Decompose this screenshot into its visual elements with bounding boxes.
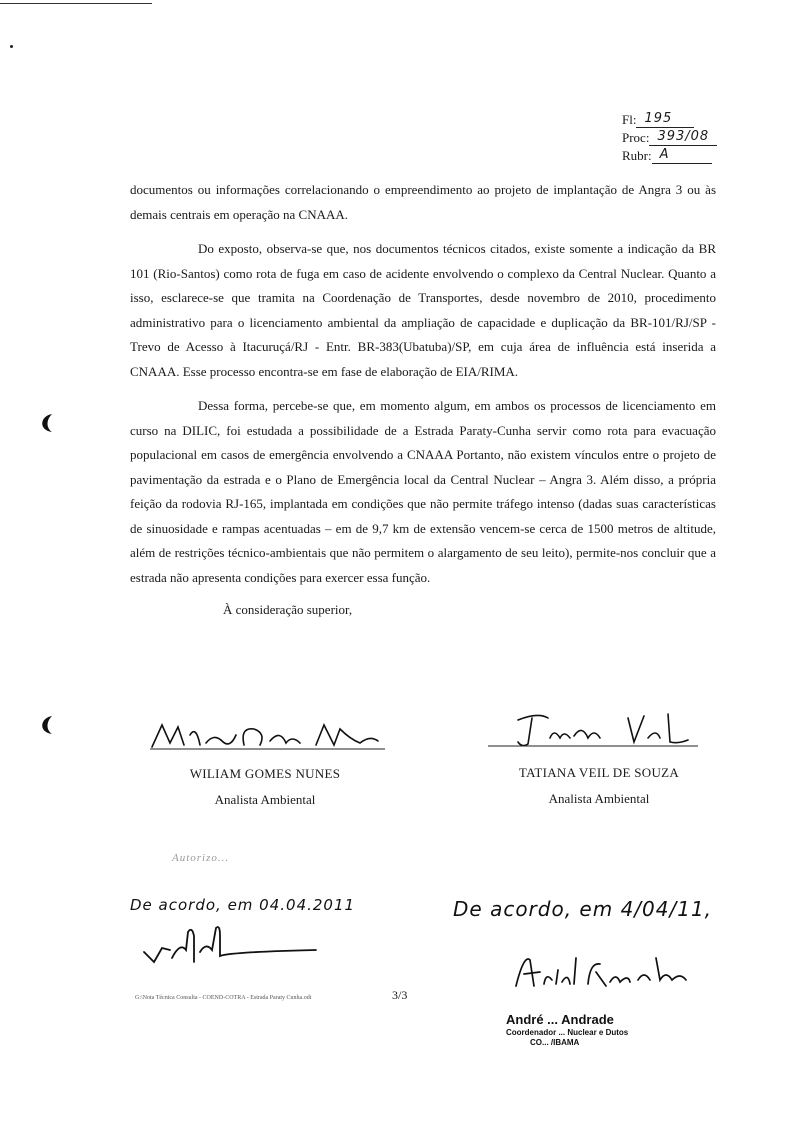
handwritten-approval-left: De acordo, em 04.04.2011 — [130, 896, 356, 914]
signature-andre — [510, 950, 700, 995]
handwritten-approval-right: De acordo, em 4/04/11, — [453, 897, 713, 921]
coordinator-stamp — [506, 1012, 628, 1047]
process-row — [622, 128, 717, 146]
coordinator-name: André ... Andrade — [506, 1012, 614, 1027]
document-body — [130, 178, 716, 623]
initials-signature-left — [140, 922, 320, 972]
process-label: Proc: — [622, 130, 650, 145]
scan-speck — [10, 45, 13, 48]
signature-block-left — [140, 715, 390, 808]
signer-name-left: WILIAM GOMES NUNES — [189, 766, 341, 781]
rubric-label: Rubr: — [622, 148, 652, 163]
folio-value: 195 — [636, 110, 694, 128]
rubric-row — [622, 146, 717, 164]
coordinator-unit: CO... /IBAMA — [530, 1038, 580, 1047]
folio-label: Fl: — [622, 112, 637, 127]
paragraph-exposure: Do exposto, observa-se que, nos documentos técnicos citados, existe somente a indicação da BR 101 (Rio-Santos) como rota de fuga em caso de acidente envolvendo o complexo da Central Nuclear. Quanto a isso, esclarece-se que tramita na Coordenação de Transportes, desde novembro de 2010, procedimento administrativo para o licenciamento ambiental da ampliação de capacidade e duplicação da BR-101/RJ/SP - Trevo de Acesso à Itacuruçá/RJ - Entr. BR-383(Ubatuba)/SP, em cuja área de influência está inserida a CNAAA. Esse processo encontra-se em fase de elaboração de EIA/RIMA. — [130, 241, 716, 379]
signature-block-right — [488, 708, 710, 807]
paragraph-continuation: documentos ou informações correlacionando o empreendimento ao projeto de implantação de Angra 3 ou às demais centrais em operação na CNAAA. — [130, 182, 716, 222]
signer-name-right: TATIANA VEIL DE SOUZA — [518, 765, 680, 780]
paragraph-conclusion: Dessa forma, percebe-se que, em momento algum, em ambos os processos de licenciamento em curso na DILIC, foi estudada a possibilidade de a Estrada Paraty-Cunha servir como rota para evacuação populacional em casos de emergência envolvendo a CNAAA Portanto, não existem vínculos entre o projeto de pavimentação da estrada e o Plano de Emergência local da Central Nuclear – Angra 3. Além disso, a própria feição da rodovia RJ-165, implantada em condições que não permite tráfego intenso (dadas suas características de sinuosidade e rampas acentuadas – em de 9,7 km de extensão vencem-se cerca de 1500 metros de altitude, além de restrições técnico-ambientais que não permitem o alargamento de seu leito), permite-nos concluir que a estrada não apresenta condições para exercer essa função. — [130, 398, 716, 585]
folio-row — [622, 110, 717, 128]
signature-william — [140, 715, 390, 755]
punch-hole-mark-icon — [34, 410, 60, 436]
process-value: 393/08 — [649, 128, 717, 146]
file-path-footer: G:\Nota Técnica Consulta - COEND-COTRA - Estrada Paraty Cunha.odt — [135, 995, 312, 1001]
signer-role-left: Analista Ambiental — [214, 792, 316, 807]
signer-role-right: Analista Ambiental — [548, 791, 650, 806]
folio-stamp — [622, 110, 717, 164]
punch-hole-mark-icon — [34, 712, 60, 738]
top-rule — [0, 3, 152, 4]
coordinator-title: Coordenador ... Nuclear e Dutos — [506, 1028, 629, 1037]
rubric-value: A — [652, 146, 712, 164]
consideration-line: À consideração superior, — [223, 602, 353, 617]
page-number: 3/3 — [392, 988, 408, 1002]
signature-tatiana — [488, 708, 710, 754]
faded-handwriting: Autorizo... — [172, 852, 230, 864]
